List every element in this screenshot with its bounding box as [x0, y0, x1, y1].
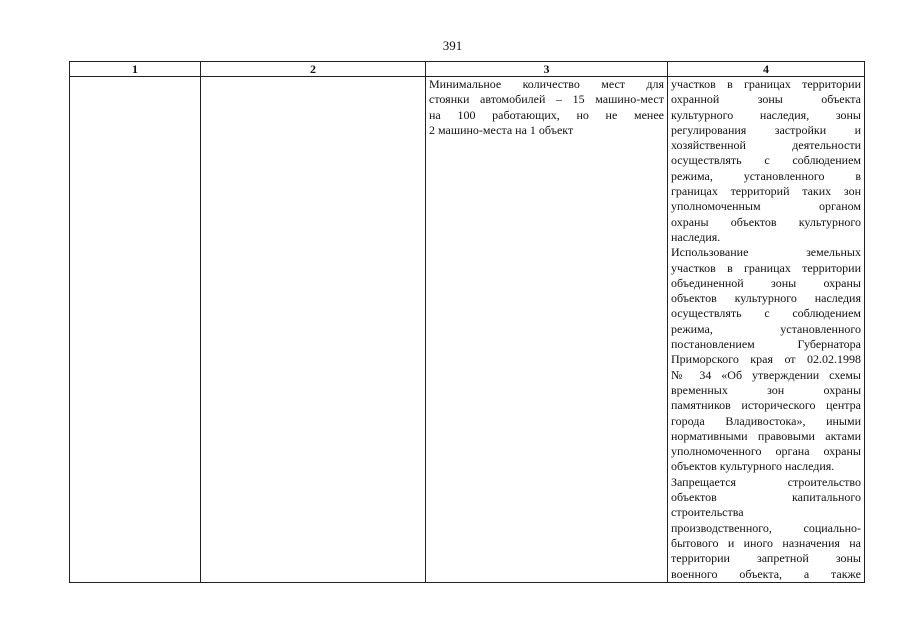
col4-line: участков в границах территории: [671, 260, 861, 275]
col4-line: регулирования застройки и: [671, 122, 861, 137]
col4-line: наследия.: [671, 229, 721, 244]
col4-line: участков в границах территории: [671, 77, 861, 91]
col4-line: Использование земельных: [671, 245, 861, 260]
col4-line: Приморского края от 02.02.1998: [671, 352, 861, 367]
column-header-1: 1: [70, 62, 201, 77]
col4-line: осуществлять с соблюдением: [671, 153, 861, 168]
col4-line: уполномоченного органа охраны: [671, 444, 861, 459]
col4-line: объектов капитального: [671, 490, 861, 505]
col4-line: памятников исторического центра: [671, 398, 861, 413]
cell-col4: [668, 77, 865, 583]
cell-col2: [201, 77, 426, 583]
col4-line: границах территорий таких зон: [671, 184, 861, 199]
col4-line: культурного наследия, зоны: [671, 107, 861, 122]
column-header-4: 4: [668, 62, 865, 77]
col4-line: города Владивостока», иными: [671, 413, 861, 428]
column-header-2: 2: [201, 62, 426, 77]
col3-line: на 100 работающих, но не менее: [429, 107, 664, 122]
col4-line: постановлением Губернатора: [671, 337, 861, 352]
col3-line: Минимальное количество мест для: [429, 77, 664, 91]
col4-line: хозяйственной деятельности: [671, 138, 861, 153]
col4-line: охраны объектов культурного: [671, 214, 861, 229]
col4-line: охранной зоны объекта: [671, 92, 861, 107]
document-table: [69, 61, 865, 583]
col4-line: производственного, социально-: [671, 520, 861, 535]
table-row: [70, 77, 865, 583]
col4-line: уполномоченным органом: [671, 199, 861, 214]
col4-line: временных зон охраны: [671, 382, 861, 397]
col3-line: стоянки автомобилей – 15 машино-мест: [429, 92, 664, 107]
col4-line: бытового и иного назначения на: [671, 535, 861, 550]
col4-line: строительства: [671, 505, 744, 520]
table-header-row: [70, 62, 865, 77]
col4-line: объектов культурного наследия.: [671, 459, 835, 474]
col4-line: нормативными правовыми актами: [671, 428, 861, 443]
col4-line: Запрещается строительство: [671, 474, 861, 489]
col4-line: режима, установленного в: [671, 168, 861, 183]
page-number: 391: [442, 38, 463, 53]
column-header-3: 3: [426, 62, 668, 77]
cell-col1: [70, 77, 201, 583]
col3-line: 2 машино-места на 1 объект: [429, 122, 574, 137]
col4-line: военного объекта, а также: [671, 566, 861, 581]
cell-col3: [426, 77, 668, 583]
col4-line: режима, установленного: [671, 321, 861, 336]
col4-line: объектов культурного наследия: [671, 291, 861, 306]
col4-line: № 34 «Об утверждении схемы: [671, 367, 861, 382]
col4-line: территории запретной зоны: [671, 551, 861, 566]
col4-line: объединенной зоны охраны: [671, 275, 861, 290]
col4-line: осуществлять с соблюдением: [671, 306, 861, 321]
